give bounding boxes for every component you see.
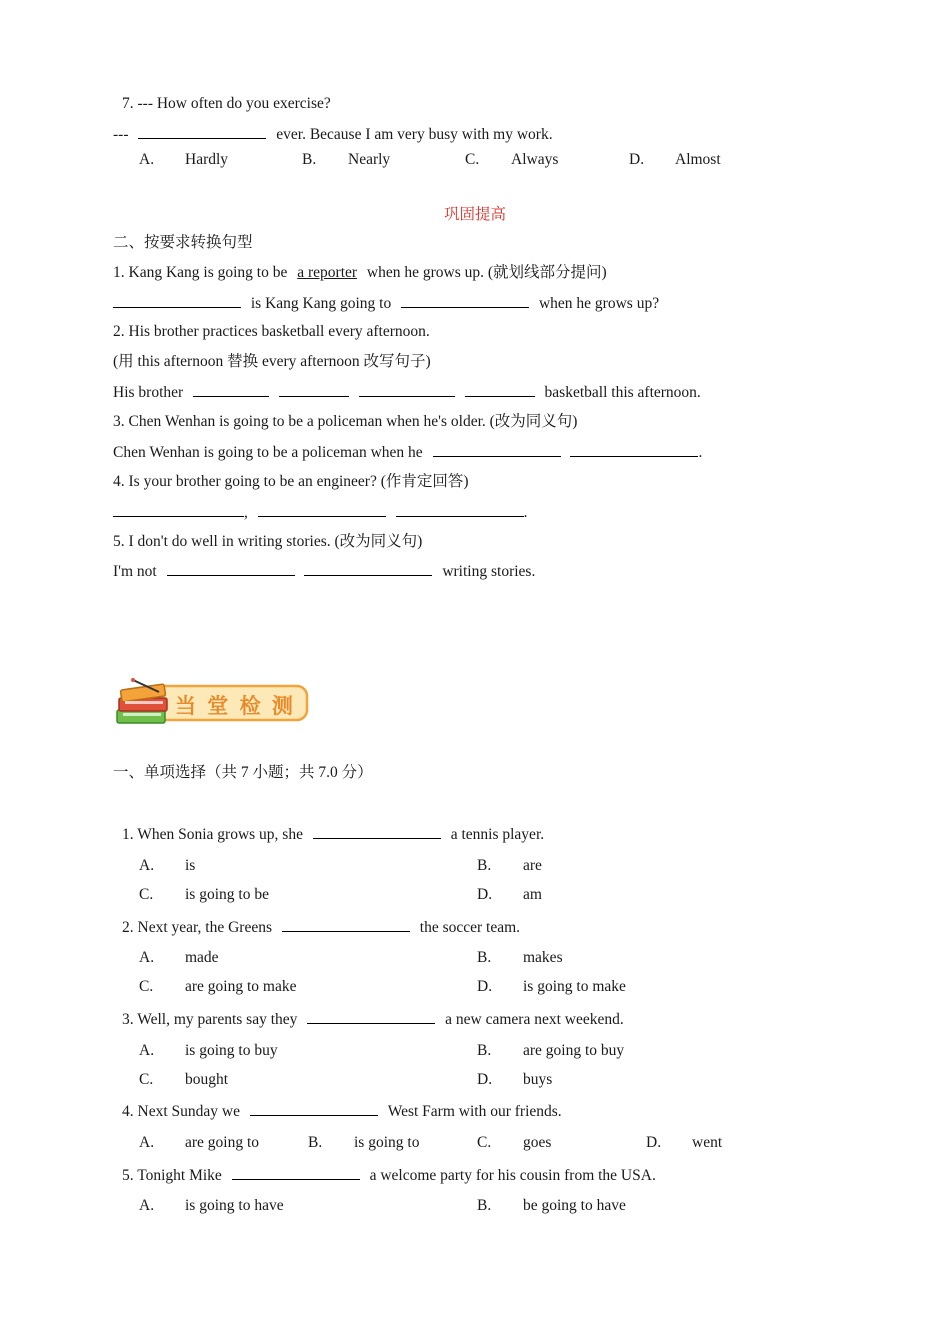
s2-answer-start: His brother xyxy=(113,384,184,401)
option-text[interactable]: are xyxy=(523,857,542,874)
option-text[interactable]: are going to make xyxy=(185,978,297,995)
s1-answer xyxy=(113,293,659,314)
option-text[interactable]: are going to buy xyxy=(523,1042,625,1059)
option-text[interactable]: is going to make xyxy=(523,978,626,995)
s1-question xyxy=(113,263,607,283)
s5-answer-end: writing stories. xyxy=(442,563,536,580)
option-letter[interactable]: A. xyxy=(139,1197,155,1214)
option-letter[interactable]: D. xyxy=(477,1071,493,1088)
option-text[interactable]: goes xyxy=(523,1134,552,1151)
option-letter[interactable]: B. xyxy=(477,857,492,874)
s2-line1: 2. His brother practices basketball every afternoon. xyxy=(113,323,430,340)
option-letter[interactable]: C. xyxy=(477,1134,492,1151)
option-text[interactable]: am xyxy=(523,886,542,903)
question-stem xyxy=(122,1165,656,1186)
option-letter[interactable]: C. xyxy=(139,1071,154,1088)
answer-blank[interactable] xyxy=(232,1165,360,1180)
answer-blank[interactable] xyxy=(282,917,410,932)
answer-blank[interactable] xyxy=(138,124,266,139)
stem-before: 2. Next year, the Greens xyxy=(122,919,273,936)
question-stem xyxy=(122,917,520,938)
q7-reply-prefix: --- xyxy=(113,126,129,143)
section1-heading: 一、单项选择（共 7 小题；共 7.0 分） xyxy=(113,764,373,781)
option-text[interactable]: buys xyxy=(523,1071,553,1088)
option-text[interactable]: made xyxy=(185,949,219,966)
stem-after: a welcome party for his cousin from the USA. xyxy=(369,1167,656,1184)
s3-answer xyxy=(113,442,702,463)
option-text[interactable]: is going to be xyxy=(185,886,269,903)
answer-blank[interactable] xyxy=(396,502,524,517)
s3-line1: 3. Chen Wenhan is going to be a policeman when he's older. (改为同义句) xyxy=(113,413,578,430)
answer-blank[interactable] xyxy=(465,382,535,397)
answer-blank[interactable] xyxy=(304,561,432,576)
option-letter[interactable]: A. xyxy=(139,151,155,168)
option-letter[interactable]: B. xyxy=(302,151,317,168)
option-text[interactable]: makes xyxy=(523,949,563,966)
s1-text-a: 1. Kang Kang is going to be xyxy=(113,264,288,281)
s4-comma: , xyxy=(244,504,248,521)
option-text[interactable]: is going to xyxy=(354,1134,420,1151)
option-text[interactable]: is xyxy=(185,857,196,874)
banner-title: 当 堂 检 测 xyxy=(175,694,295,718)
q7-reply-suffix: ever. Because I am very busy with my work. xyxy=(276,126,553,143)
s5-answer-start: I'm not xyxy=(113,563,157,580)
stem-after: a new camera next weekend. xyxy=(445,1011,624,1028)
option-letter[interactable]: B. xyxy=(308,1134,323,1151)
option-text[interactable]: Hardly xyxy=(185,151,229,168)
question-stem xyxy=(122,1101,562,1122)
option-letter[interactable]: C. xyxy=(139,978,154,995)
option-text[interactable]: bought xyxy=(185,1071,229,1088)
s3-answer-start: Chen Wenhan is going to be a policeman when he xyxy=(113,444,423,461)
stem-after: West Farm with our friends. xyxy=(387,1103,562,1120)
option-letter[interactable]: D. xyxy=(477,886,493,903)
q7-reply xyxy=(113,124,553,145)
answer-blank[interactable] xyxy=(279,382,349,397)
s2-answer xyxy=(113,382,701,403)
s1-answer-end: when he grows up? xyxy=(538,295,660,312)
stem-before: 4. Next Sunday we xyxy=(122,1103,240,1120)
stem-before: 5. Tonight Mike xyxy=(122,1167,222,1184)
option-letter[interactable]: A. xyxy=(139,1134,155,1151)
q7-stem: 7. --- How often do you exercise? xyxy=(122,95,331,112)
option-letter[interactable]: A. xyxy=(139,857,155,874)
s5-line1: 5. I don't do well in writing stories. (改为同义句) xyxy=(113,533,423,550)
s3-answer-end: . xyxy=(698,444,703,461)
s2-line2: (用 this afternoon 替换 every afternoon 改写句子) xyxy=(113,353,431,370)
answer-blank[interactable] xyxy=(570,442,698,457)
s1-answer-mid: is Kang Kang going to xyxy=(250,295,392,312)
answer-blank[interactable] xyxy=(313,824,441,839)
option-text[interactable]: are going to xyxy=(185,1134,260,1151)
option-text[interactable]: Almost xyxy=(675,151,721,168)
answer-blank[interactable] xyxy=(113,293,241,308)
answer-blank[interactable] xyxy=(113,502,244,517)
answer-blank[interactable] xyxy=(433,442,561,457)
answer-blank[interactable] xyxy=(258,502,386,517)
option-text[interactable]: is going to have xyxy=(185,1197,284,1214)
option-text[interactable]: be going to have xyxy=(523,1197,626,1214)
option-letter[interactable]: B. xyxy=(477,1197,492,1214)
question-stem xyxy=(122,1009,624,1030)
stem-before: 3. Well, my parents say they xyxy=(122,1011,298,1028)
option-text[interactable]: went xyxy=(692,1134,723,1151)
option-text[interactable]: Nearly xyxy=(348,151,391,168)
stem-after: a tennis player. xyxy=(450,826,545,843)
option-letter[interactable]: D. xyxy=(646,1134,662,1151)
answer-blank[interactable] xyxy=(401,293,529,308)
answer-blank[interactable] xyxy=(359,382,455,397)
s1-text-b: when he grows up. (就划线部分提问) xyxy=(366,264,607,281)
option-letter[interactable]: C. xyxy=(139,886,154,903)
s4-line1: 4. Is your brother going to be an engineer? (作肯定回答) xyxy=(113,473,469,490)
option-letter[interactable]: A. xyxy=(139,1042,155,1059)
section2-heading: 二、按要求转换句型 xyxy=(113,234,253,251)
option-text[interactable]: Always xyxy=(511,151,559,168)
consolidate-title: 巩固提高 xyxy=(443,206,506,223)
answer-blank[interactable] xyxy=(307,1009,435,1024)
option-letter[interactable]: C. xyxy=(465,151,480,168)
option-letter[interactable]: B. xyxy=(477,1042,492,1059)
s5-answer xyxy=(113,561,535,582)
option-letter[interactable]: B. xyxy=(477,949,492,966)
s4-answer xyxy=(113,502,528,523)
answer-blank[interactable] xyxy=(193,382,269,397)
answer-blank[interactable] xyxy=(250,1101,378,1116)
stem-after: the soccer team. xyxy=(419,919,521,936)
class-test-banner xyxy=(113,678,313,730)
s2-answer-end: basketball this afternoon. xyxy=(544,384,701,401)
answer-blank[interactable] xyxy=(167,561,295,576)
option-letter[interactable]: D. xyxy=(629,151,645,168)
option-letter[interactable]: D. xyxy=(477,978,493,995)
option-text[interactable]: is going to buy xyxy=(185,1042,278,1059)
option-letter[interactable]: A. xyxy=(139,949,155,966)
stem-before: 1. When Sonia grows up, she xyxy=(122,826,303,843)
s1-underlined: a reporter xyxy=(297,264,358,281)
s4-answer-end: . xyxy=(523,504,528,521)
question-stem xyxy=(122,824,544,845)
